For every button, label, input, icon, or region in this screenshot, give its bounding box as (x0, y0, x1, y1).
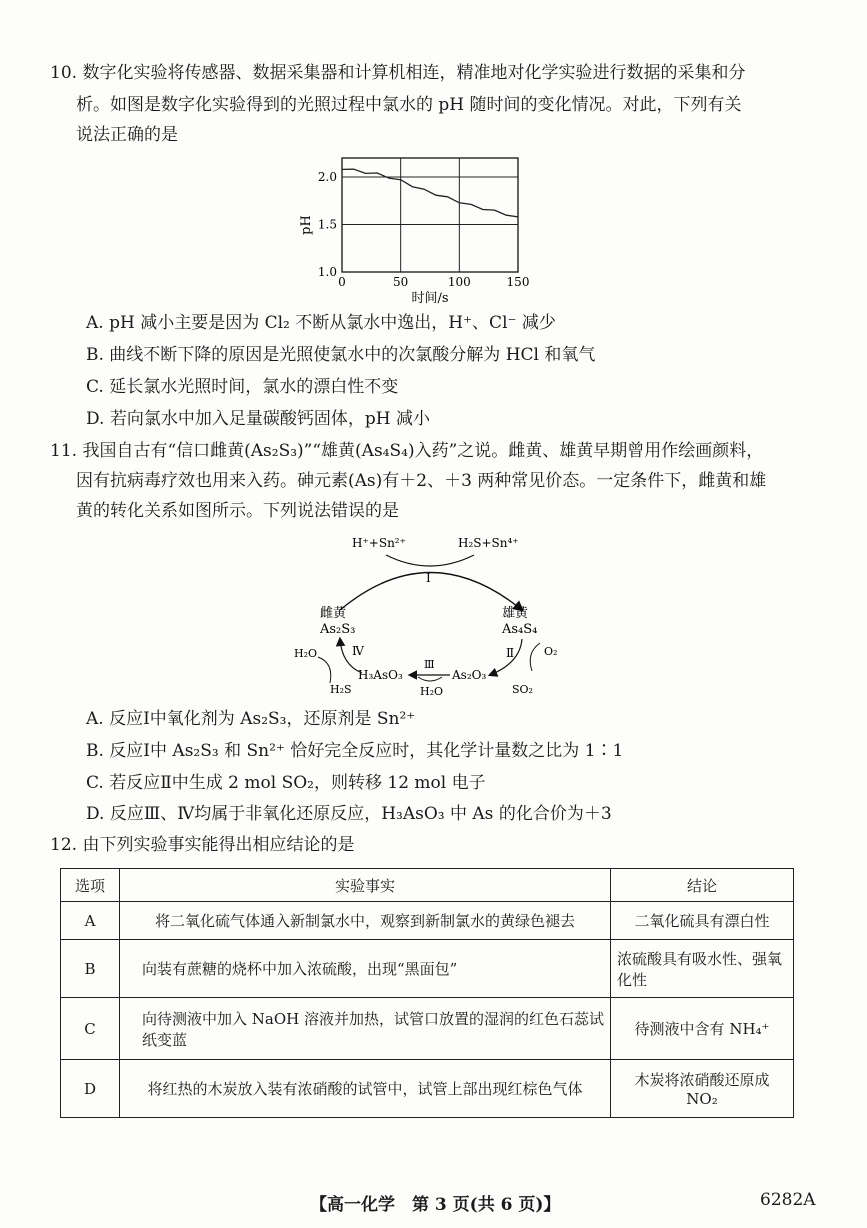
row-c-conclusion: 待测液中含有 NH₄⁺ (611, 998, 794, 1060)
table-row (61, 998, 794, 1060)
q10-option-d: D. 若向氯水中加入足量碳酸钙固体，pH 减小 (86, 409, 430, 429)
q11-option-c: C. 若反应Ⅱ中生成 2 mol SO₂，则转移 12 mol 电子 (86, 773, 486, 793)
label-iv: Ⅳ (352, 644, 364, 658)
row-b-fact: 向装有蔗糖的烧杯中加入浓硫酸，出现“黑面包” (120, 940, 611, 998)
orpiment-name: 雌黄 (320, 606, 347, 621)
q11-option-d: D. 反应Ⅲ、Ⅳ均属于非氧化还原反应，H₃AsO₃ 中 As 的化合价为＋3 (86, 804, 612, 824)
orpiment-formula: As₂S₃ (320, 622, 356, 637)
q11-stem-line1: 11. 我国自古有“信口雌黄(As₂S₃)”“雄黄(As₄S₄)入药”之说。雌黄、雄黄早期曾用作绘画颜料， (50, 441, 764, 461)
q11-stem-line3: 黄的转化关系如图所示。下列说法错误的是 (76, 501, 399, 521)
q10-option-b: B. 曲线不断下降的原因是光照使氯水中的次氯酸分解为 HCl 和氧气 (86, 345, 596, 365)
header-option: 选项 (61, 869, 120, 902)
h2o-left-label: H₂O (294, 647, 318, 660)
o2-so2-curve (530, 643, 540, 671)
y-axis-label: pH (299, 215, 314, 235)
row-a-conclusion: 二氧化硫具有漂白性 (611, 902, 794, 940)
realgar-name: 雄黄 (502, 606, 529, 621)
so2-label: SO₂ (512, 683, 533, 696)
row-d-label: D (61, 1060, 120, 1118)
header-conclusion: 结论 (611, 869, 794, 902)
q10-option-c: C. 延长氯水光照时间，氯水的漂白性不变 (86, 377, 399, 397)
q10-stem-line1: 10. 数字化实验将传感器、数据采集器和计算机相连，精准地对化学实验进行数据的采集和分 (50, 63, 746, 83)
row-d-fact: 将红热的木炭放入装有浓硝酸的试管中，试管上部出现红棕色气体 (120, 1060, 611, 1118)
q10-option-a: A. pH 减小主要是因为 Cl₂ 不断从氯水中逸出，H⁺、Cl⁻ 减少 (86, 313, 556, 333)
x-tick-label: 150 (506, 275, 530, 289)
x-axis-label: 时间/s (411, 291, 449, 306)
header-fact: 实验事实 (120, 869, 611, 902)
label-iii: Ⅲ (424, 658, 435, 671)
arsenic-conversion-diagram (290, 525, 570, 705)
y-tick-label: 1.5 (317, 217, 337, 232)
plot-frame (342, 158, 518, 272)
row-c-fact: 向待测液中加入 NaOH 溶液并加热，试管口放置的湿润的红色石蕊试纸变蓝 (120, 998, 611, 1060)
h-sn2-label: H⁺+Sn²⁺ (352, 536, 406, 550)
row-a-fact: 将二氧化硫气体通入新制氯水中，观察到新制氯水的黄绿色褪去 (120, 902, 611, 940)
h2s-sn4-label: H₂S+Sn⁴⁺ (458, 536, 519, 550)
h2s-label: H₂S (330, 683, 352, 696)
h3aso3-label: H₃AsO₃ (358, 668, 403, 682)
table-row (61, 940, 794, 998)
ph-time-chart (296, 150, 546, 310)
realgar-formula: As₄S₄ (502, 622, 538, 637)
y-tick-label: 1.0 (317, 265, 337, 279)
row-a-label: A (61, 902, 120, 940)
q11-option-a: A. 反应Ⅰ中氧化剂为 As₂S₃，还原剂是 Sn²⁺ (86, 709, 416, 729)
page-footer: 【高一化学 第 3 页(共 6 页)】 (310, 1195, 561, 1215)
h2o-mid-curve (418, 677, 442, 681)
ph-series-line (342, 169, 518, 217)
x-tick-label: 50 (393, 275, 409, 289)
h2o-mid-label: H₂O (420, 685, 444, 698)
reaction-i-cross-arc (386, 555, 474, 566)
q10-stem-line2: 析。如图是数字化实验得到的光照过程中氯水的 pH 随时间的变化情况。对此，下列有关 (76, 95, 742, 115)
q11-stem-line2: 因有抗病毒疗效也用来入药。砷元素(As)有＋2、＋3 两种常见价态。一定条件下，雌黄和雄 (76, 471, 767, 491)
q12-stem: 12. 由下列实验事实能得出相应结论的是 (50, 835, 355, 855)
q10-stem-line3: 说法正确的是 (76, 125, 178, 145)
y-tick-label: 2.0 (317, 170, 337, 184)
q11-option-b: B. 反应Ⅰ中 As₂S₃ 和 Sn²⁺ 恰好完全反应时，其化学计量数之比为 1∶1 (86, 741, 624, 761)
o2-label: O₂ (544, 645, 558, 658)
x-tick-label: 0 (338, 275, 346, 289)
row-c-label: C (61, 998, 120, 1060)
row-b-conclusion: 浓硫酸具有吸水性、强氧化性 (611, 940, 794, 998)
table-row (61, 1060, 794, 1118)
as2o3-label: As₂O₃ (452, 668, 487, 682)
table-row (61, 902, 794, 940)
h2s-h2o-curve (318, 657, 331, 683)
paper-code: 6282A (760, 1190, 816, 1210)
x-tick-label: 100 (447, 275, 471, 289)
label-i: Ⅰ (426, 571, 431, 585)
reaction-i-arc (340, 573, 522, 611)
experiment-table (60, 868, 794, 1118)
label-ii: Ⅱ (506, 646, 515, 660)
row-d-conclusion: 木炭将浓硝酸还原成 NO₂ (611, 1060, 794, 1118)
row-b-label: B (61, 940, 120, 998)
table-header-row (61, 869, 794, 902)
